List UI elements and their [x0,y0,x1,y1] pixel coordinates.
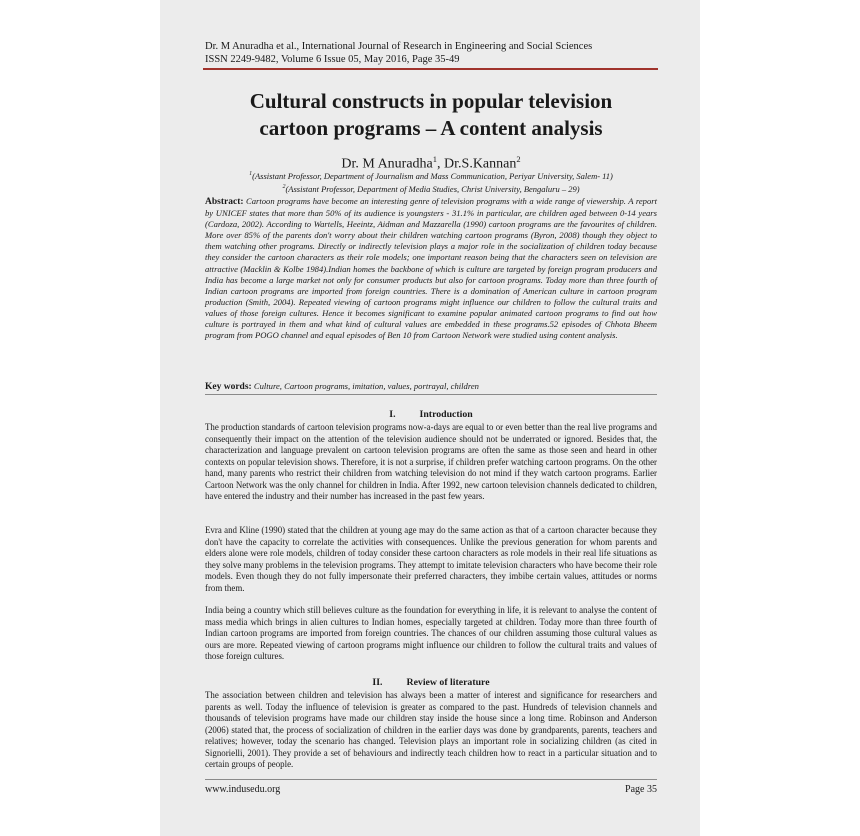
section-1-number: I. [389,409,396,420]
review-paragraph-1: The association between children and television has always been a matter of interest and significance for researchers and parents as well. Today the influence of television is greater as compared to the past. Hundreds of television channels and thousands of television programs have made our children stay inside the house since a long time. Robinson and Anderson (2006) stated that, the process of socialization of children in the earlier days was done by grandparents, parents, teachers and relatives; however, today the scenario has changed. Television plays an important role in socializing children (as cited in Signorielli, 2001). They provide a set of behaviours and indirectly teach children how to react in a particular situation and to certain groups of people. [205,690,657,769]
header-divider [203,68,658,70]
keywords [205,381,657,393]
affiliation-2-marker: 2 [282,183,286,190]
journal-header [205,40,655,66]
paper-title [205,88,657,142]
author-2: Dr.S.Kannan [444,156,517,172]
page-number: Page 35 [625,784,657,795]
footer-website[interactable]: www.indusedu.org [205,784,281,795]
journal-citation: Dr. M Anuradha et al., International Journal of Research in Engineering and Social Sciences [205,41,593,52]
abstract-label: Abstract: [205,197,244,207]
intro-paragraph-3: India being a country which still believes culture as the foundation for everything in life, it is relevant to analyse the content of mass media which brings in alien cultures to Indian homes, especially targeted at children. Today more than three fourth of Indian cartoon programs are imported from foreign countries. The chances of our children assuming those cultural values as ours are more. Repeated viewing of cartoon programs might influence our children to follow the cultural traits and values of those foreign cultures. [205,605,657,661]
affiliation-2 [205,182,657,195]
intro-paragraph-2: Evra and Kline (1990) stated that the children at young age may do the same action as that of a cartoon character because they don't have the capacity to correlate the activities with consequences. Unlike the previous generation for whom parents and elders alone were role models, children of today consider these cartoon characters as role models in their real life situations as they solve many problems in the television programs. They attempt to imitate television characters who have become their role models. Even though they do not fully impersonate their preferred characters, they imbibe certain values, attitudes or norms from them. [205,525,657,593]
section-1-title: Introduction [419,409,473,420]
affiliation-1-marker: 1 [249,171,253,177]
author-2-marker: 2 [516,154,521,164]
abstract [205,196,657,341]
section-heading-introduction [205,409,657,421]
author-separator: , [437,156,445,172]
affiliation-1 [205,169,657,182]
section-2-number: II. [372,677,383,688]
affiliations [205,169,657,195]
title-line-1: Cultural constructs in popular television [249,89,613,113]
affiliation-1-text: (Assistant Professor, Department of Journalism and Mass Communication, Periyar University, Salem- 11) [252,170,613,181]
keywords-label: Key words: [205,382,252,392]
keywords-text: Culture, Cartoon programs, imitation, values, portrayal, children [253,381,479,391]
author-1-marker: 1 [432,154,438,164]
section-2-title: Review of literature [406,677,490,688]
title-line-2: cartoon programs – A content analysis [259,116,603,140]
section-heading-review [205,677,657,689]
page-footer [205,783,657,796]
footer-divider [205,779,657,780]
affiliation-2-text: (Assistant Professor, Department of Media Studies, Christ University, Bengaluru – 29) [285,183,580,194]
author-1: Dr. M Anuradha [341,156,433,172]
abstract-divider [205,394,657,395]
intro-paragraph-1: The production standards of cartoon television programs now-a-days are equal to or even better than the real live programs and consequently their impact on the attention of the television audience should not be underrated or ignored. Besides that, the characterization and language prevalent on cartoon television programs are often the same as those seen and heard in other contexts on popular television shows. Therefore, it is not a surprise, if children prefer watching cartoon programs. On the other hand, many parents who restrict their children from watching television do not mind if they watch cartoon programs. Earlier Cartoon Network was the only channel for children in India. After 1992, new cartoon television channels dedicated to children, have entered the industry and their number has increased in the past few years. [205,422,657,501]
journal-issn: ISSN 2249-9482, Volume 6 Issue 05, May 2016, Page 35-49 [205,54,460,65]
abstract-text: Cartoon programs have become an interesting genre of television programs with a wide range of viewership. A report by UNICEF states that more than 50% of its audience is youngsters - 31.1% in particular, are children aged between 0-14 years (Cardoza, 2002). According to Wartells, Heeintz, Aidman and Mazzarella (1990) cartoon programs are the favourites of children. More over 85% of the parents don't worry about their children watching cartoon programs (Byron, 2008) though they object to them watching other programs. Directly or indirectly television plays a major role in the socialization of children today because they consider the cartoon characters as their role models; one important reason being that the characters seen on television are attractive (Macklin & Kolbe 1984).Indian homes the backbone of which is culture are targeted by foreign program producers and India has become a large market not only for consumer products but also for cartoon programs. Today more than three fourth of Indian cartoon programs are imported from foreign countries. There is a domination of American culture in cartoon program production (Smith, 2004). Repeated viewing of cartoon programs might influence our children to follow the cultural traits and values of those foreign cultures. Hence it becomes significant to examine popular animated cartoon programs to find out how culture is portrayed in them and what kind of cultural values are embedded in these programs.52 episodes of Chhota Bheem program from POGO channel and equal episodes of Ben 10 from Cartoon Network were studied using content analysis. [205,196,657,341]
